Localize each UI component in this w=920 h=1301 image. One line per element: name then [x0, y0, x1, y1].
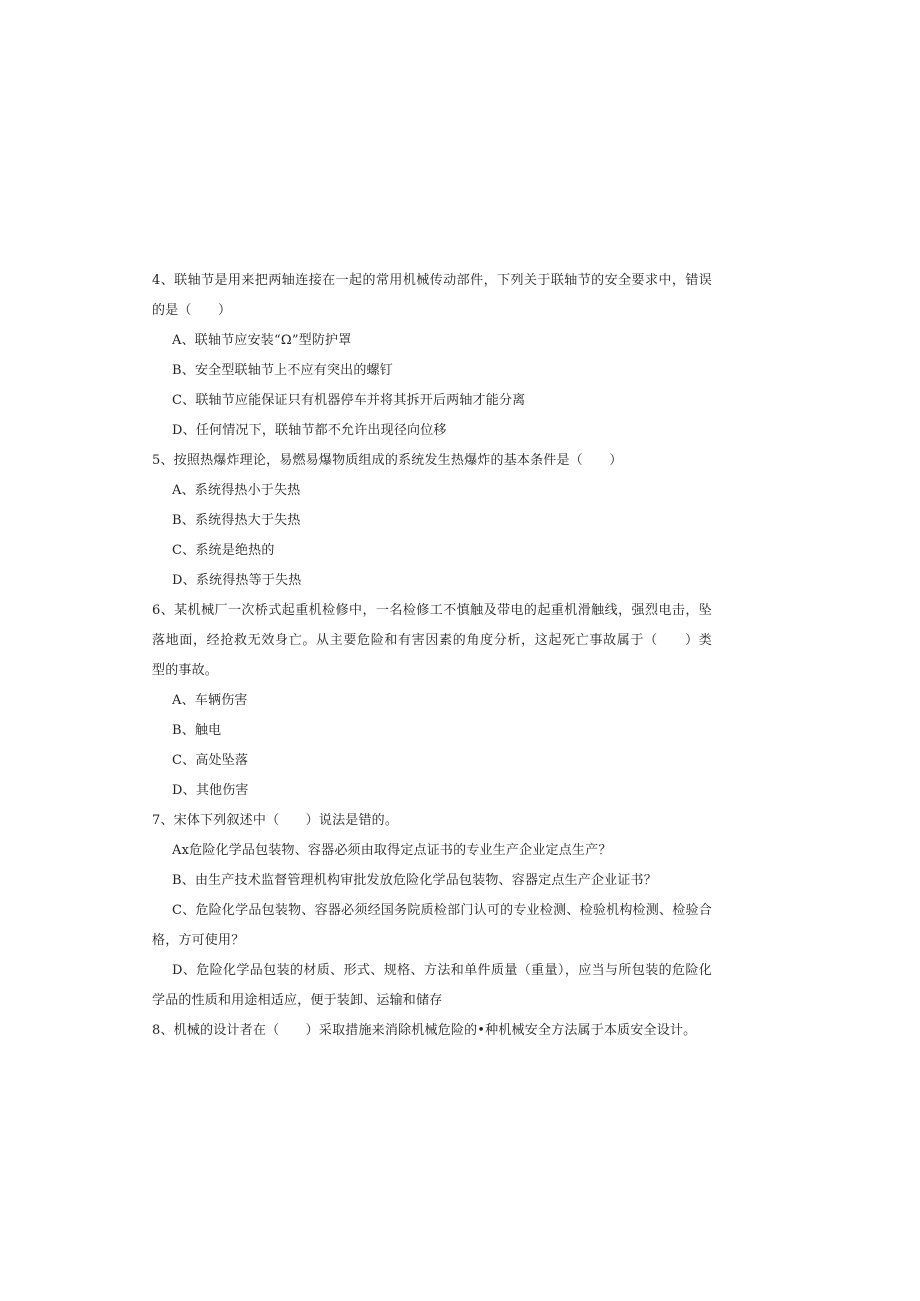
option-a: A、车辆伤害 — [172, 693, 248, 708]
option-a: Ax危险化学品包装物、容器必须由取得定点证书的专业生产企业定点生产？ — [172, 843, 612, 858]
question-stem-line: 6、某机械厂一次桥式起重机检修中，一名检修工不慎触及带电的起重机滑触线，强烈电击，坠 — [152, 603, 712, 618]
question-6 — [152, 596, 712, 806]
question-5 — [152, 446, 712, 596]
option-d: D、任何情况下，联轴节都不允许出现径向位移 — [172, 423, 447, 438]
question-4 — [152, 266, 712, 446]
question-8 — [152, 1016, 712, 1046]
option-b: B、触电 — [172, 723, 222, 738]
option-d: D、其他伤害 — [172, 783, 249, 798]
option-b: B、系统得热大于失热 — [172, 513, 301, 528]
option-d-continued: 学品的性质和用途相适应，便于装卸、运输和储存 — [152, 993, 443, 1008]
question-stem-line: 7、宋体下列叙述中（ ）说法是错的。 — [152, 813, 399, 828]
question-7 — [152, 806, 712, 1016]
question-stem-line: 落地面，经抢救无效身亡。从主要危险和有害因素的角度分析，这起死亡事故属于（ ）类 — [152, 633, 712, 648]
option-c: C、危险化学品包装物、容器必须经国务院质检部门认可的专业检测、检验机构检测、检验合 — [172, 903, 712, 918]
question-stem-line: 4、联轴节是用来把两轴连接在一起的常用机械传动部件，下列关于联轴节的安全要求中，错误 — [152, 273, 712, 288]
option-c: C、高处坠落 — [172, 753, 249, 768]
option-a: A、系统得热小于失热 — [172, 483, 301, 498]
option-d: D、危险化学品包装的材质、形式、规格、方法和单件质量（重量），应当与所包装的危险化 — [172, 963, 712, 978]
option-c: C、联轴节应能保证只有机器停车并将其拆开后两轴才能分离 — [172, 393, 526, 408]
option-b: B、安全型联轴节上不应有突出的螺钉 — [172, 363, 393, 378]
option-c: C、系统是绝热的 — [172, 543, 275, 558]
question-list — [152, 266, 712, 1046]
option-b: B、由生产技术监督管理机构审批发放危险化学品包装物、容器定点生产企业证书？ — [172, 873, 657, 888]
question-stem-line: 8、机械的设计者在（ ）采取措施来消除机械危险的•种机械安全方法属于本质安全设计。 — [152, 1023, 697, 1038]
option-d: D、系统得热等于失热 — [172, 573, 302, 588]
question-stem-line: 的是（ ） — [152, 303, 232, 318]
option-a: A、联轴节应安装“Ω”型防护罩 — [172, 333, 352, 348]
question-stem-line: 5、按照热爆炸理论，易燃易爆物质组成的系统发生热爆炸的基本条件是（ ） — [152, 453, 623, 468]
option-c-continued: 格，方可使用？ — [152, 933, 245, 948]
question-stem-line: 型的事故。 — [152, 663, 219, 678]
